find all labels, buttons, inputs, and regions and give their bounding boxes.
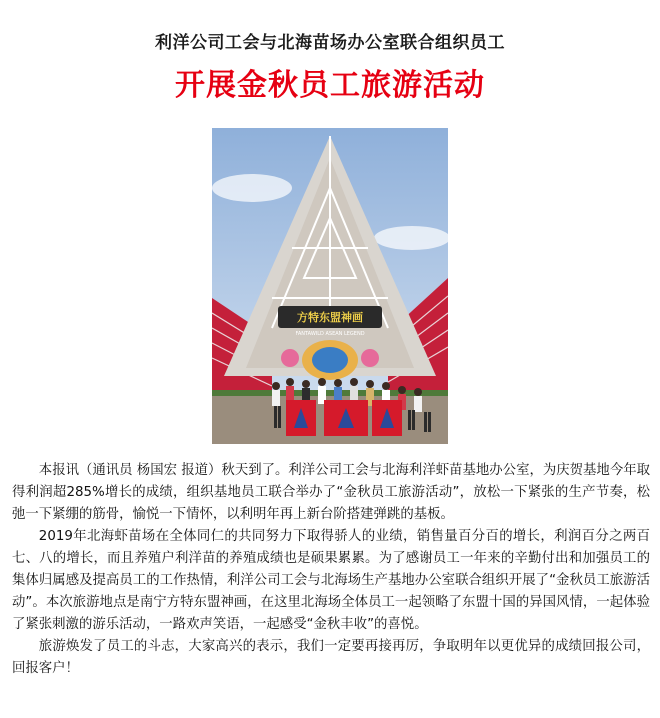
article-subtitle: 利洋公司工会与北海苗场办公室联合组织员工 bbox=[155, 33, 505, 53]
sign-text: 方特东盟神画 bbox=[297, 311, 363, 324]
article-paragraph-2: 2019年北海虾苗场在全体同仁的共同努力下取得骄人的业绩，销售量百分百的增长，利润百分之两百七、八的增长，而且养殖户利洋苗的养殖成绩也是硕果累累。为了感谢员工一年来的辛勤付出和加强员工的集体归属感及提高员工的工作热情，利洋公司工会与北海场生产基地办公室联合组织开展了“金秋员工旅游活动”。本次旅游地点是南宁方特东盟神画，在这里北海场全体员工一起领略了东盟十国的异国风情，一起体验了紧张刺激的游乐活动，一路欢声笑语，一起感受“金秋丰收”的喜悦。 bbox=[12, 529, 650, 632]
article-body bbox=[12, 460, 650, 680]
group-photo bbox=[212, 128, 448, 444]
article-headline: 开展金秋员工旅游活动 bbox=[175, 68, 485, 103]
article-paragraph-1: 本报讯（通讯员 杨国宏 报道）秋天到了。利洋公司工会与北海利洋虾苗基地办公室，为庆贺基地今年取得利润超285%增长的成绩，组织基地员工联合举办了“金秋员工旅游活动”，放松一下紧张的生产节奏，松弛一下紧绷的筋骨，愉悦一下情怀，以利明年再上新台阶搭建弹跳的基板。 bbox=[12, 463, 650, 522]
sign-subtext: FANTAWILD ASEAN LEGEND bbox=[295, 331, 365, 337]
article-paragraph-3: 旅游焕发了员工的斗志，大家高兴的表示，我们一定要再接再厉，争取明年以更优异的成绩回报公司，回报客户！ bbox=[12, 639, 650, 676]
